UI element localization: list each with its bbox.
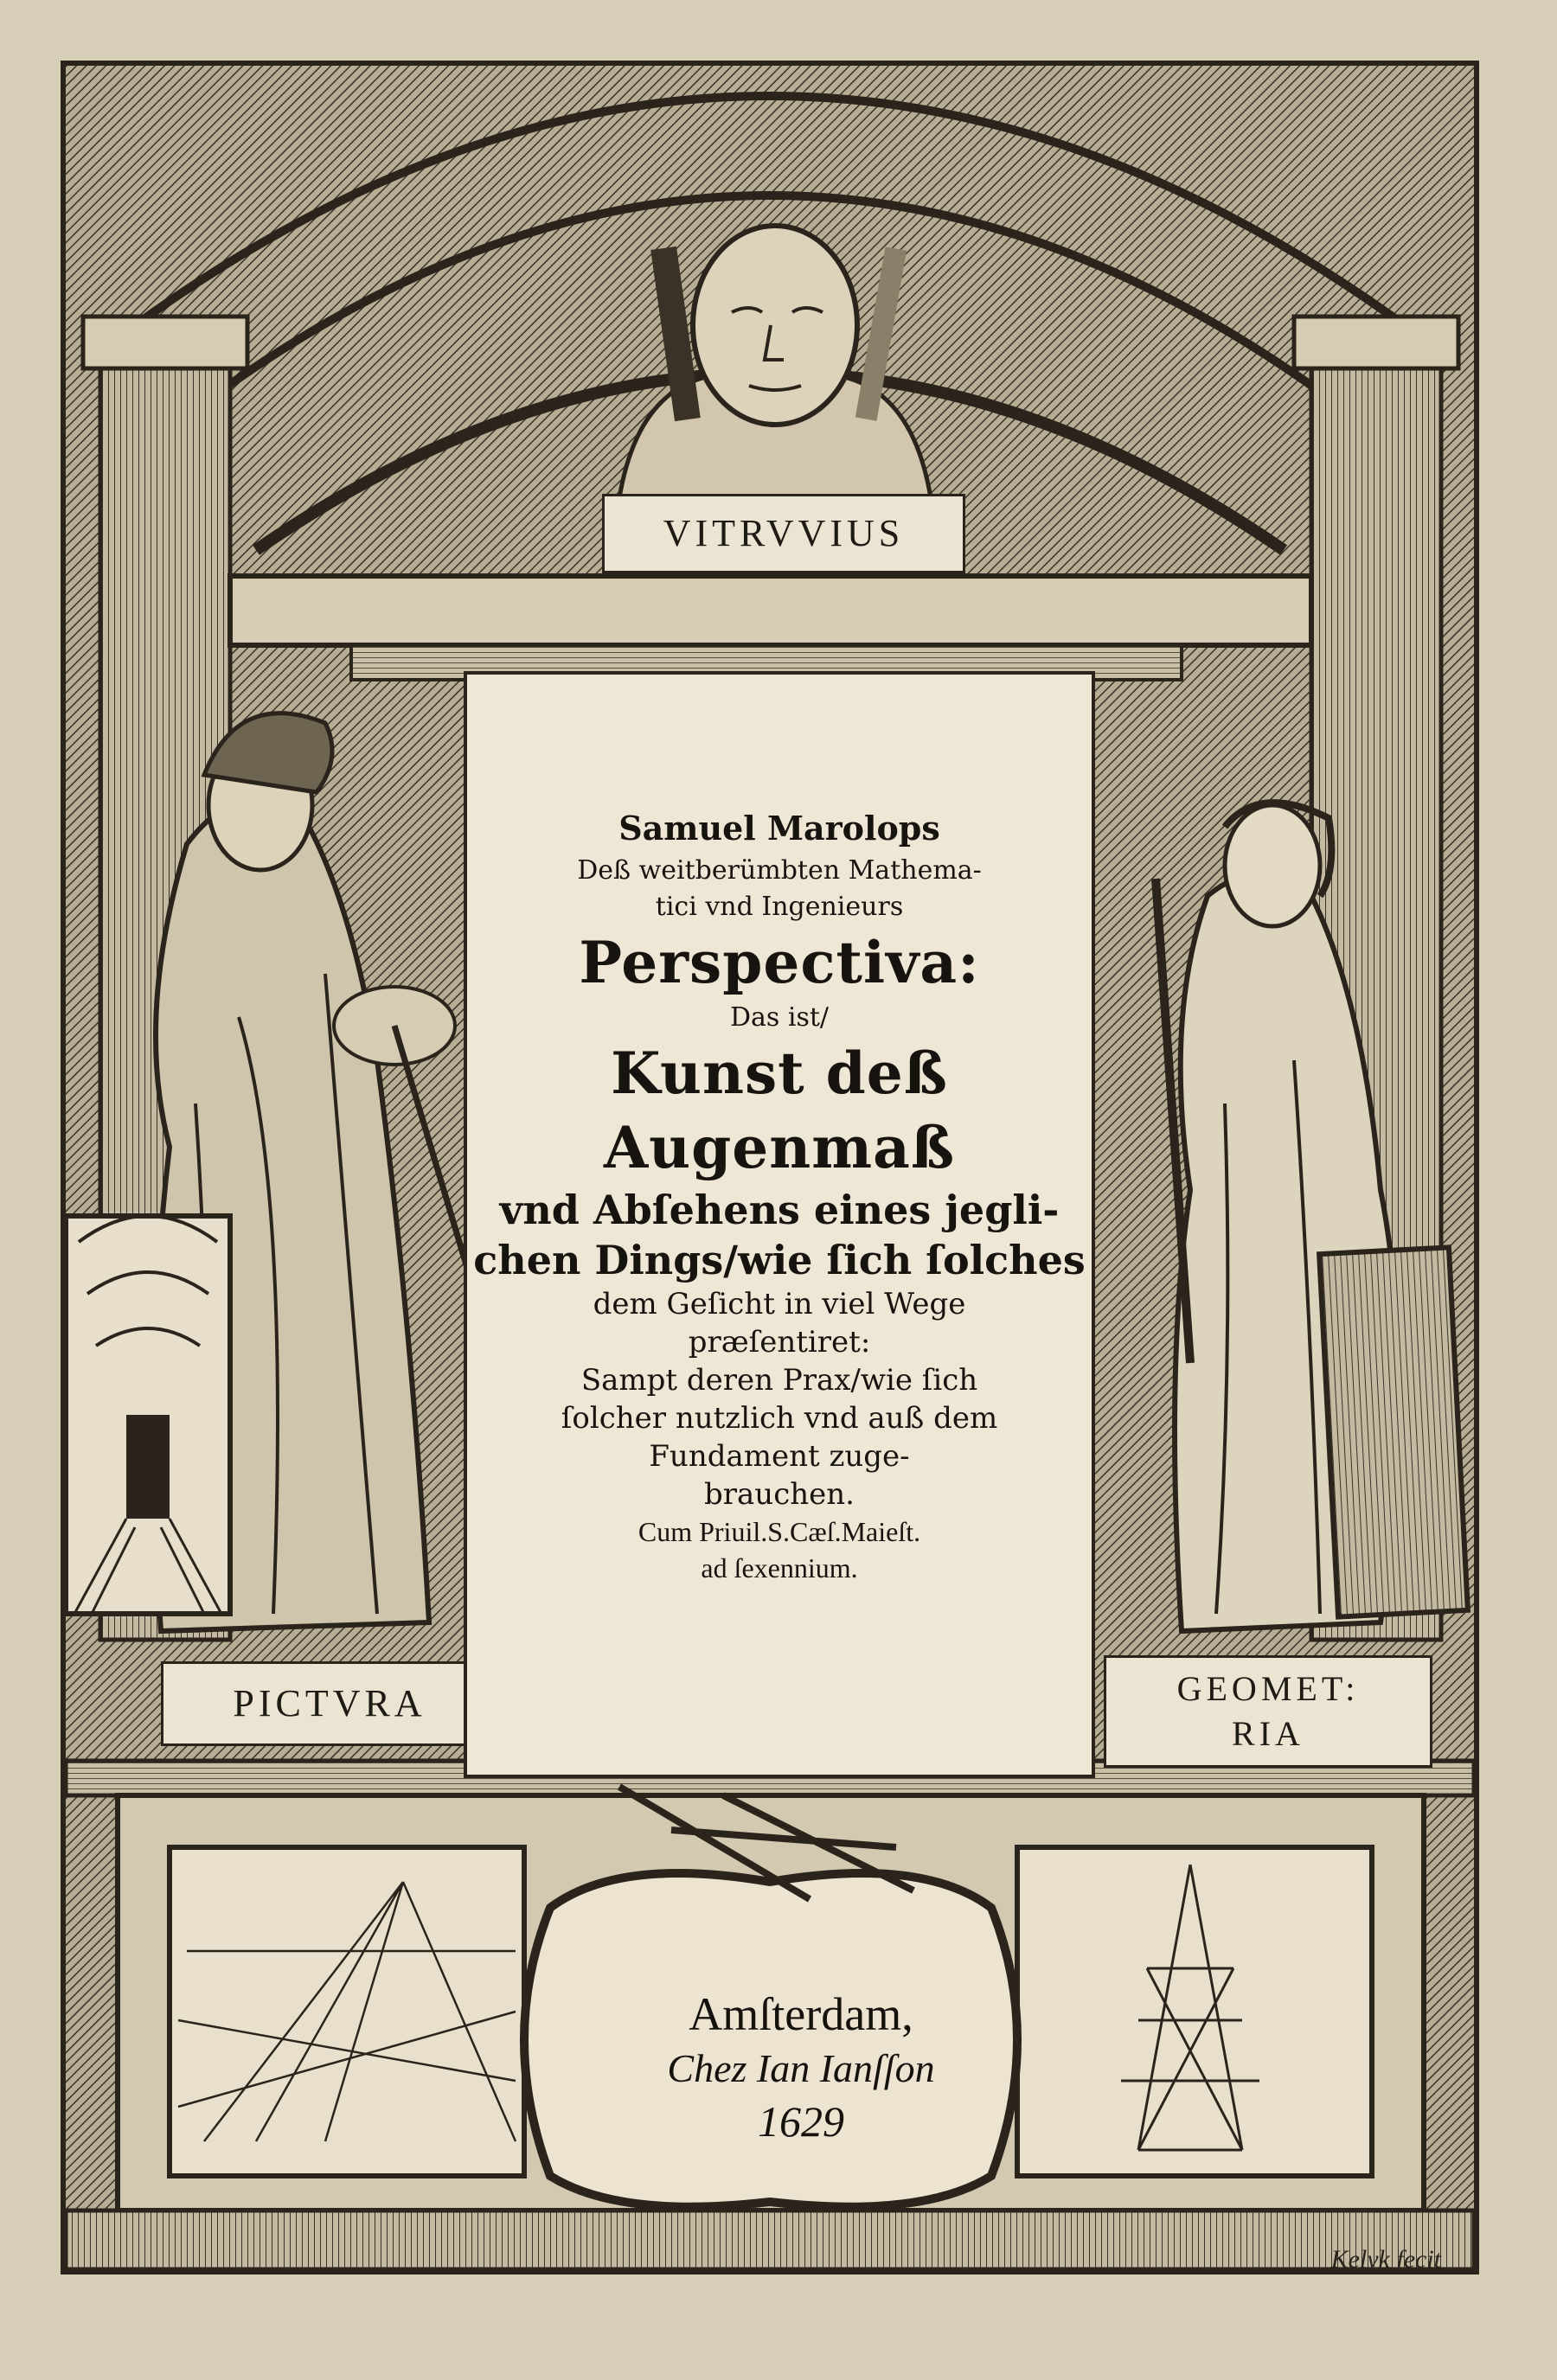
author-line: Samuel Marolops [618, 809, 940, 848]
drawing-board [1319, 1247, 1468, 1616]
imprint-publisher: Chez Ian Ianſſon [667, 2046, 935, 2090]
geometria-caption-line1: GEOMET: [1176, 1669, 1360, 1708]
engraver-signature: Kelyk fecit [1330, 2245, 1441, 2274]
perspective-diagram-left [170, 1847, 524, 2176]
geometria-caption [1104, 1655, 1432, 1768]
title-line-7: vnd Abſehens eines jegli- [499, 1187, 1060, 1233]
entablature [230, 576, 1311, 645]
perspective-diagram-right [1017, 1847, 1372, 2176]
title-line-14: brauchen. [704, 1477, 855, 1512]
title-line-9: dem Geſicht in viel Wege [593, 1287, 966, 1321]
right-capital [1294, 317, 1458, 368]
title-line-10: præſentiret: [688, 1325, 871, 1360]
title-line-3: tici vnd Ingenieurs [655, 892, 904, 922]
title-panel [464, 671, 1095, 1778]
pictura-caption: PICTVRA [161, 1661, 498, 1746]
main-title: Perspectiva: [579, 929, 980, 996]
privilege-term: ad ſexennium. [701, 1552, 858, 1583]
left-capital [83, 317, 247, 368]
privilege-line: Cum Priuil.S.Cæſ.Maieſt. [638, 1516, 921, 1547]
title-line-8: chen Dings/wie ſich ſolches [473, 1237, 1086, 1283]
subtitle-line: Kunst deß Augenmaß [603, 1040, 956, 1181]
imprint-city: Amſterdam, [689, 1988, 913, 2040]
title-line-2: Deß weitberümbten Mathema- [577, 855, 982, 886]
title-line-5: Das ist/ [729, 1002, 830, 1033]
title-line-11: Sampt deren Prax/wie ſich [580, 1363, 978, 1398]
engraved-frontispiece [61, 61, 1479, 2274]
geometria-caption-line2: RIA [1232, 1714, 1304, 1753]
vitruvius-caption: VITRVVIUS [602, 494, 965, 573]
imprint-year: 1629 [758, 2097, 844, 2146]
title-block [467, 809, 1092, 1586]
title-line-12: ſolcher nutzlich vnd auß dem [561, 1401, 998, 1436]
perspective-picture [66, 1216, 230, 1614]
title-line-13: Fundament zuge- [649, 1439, 910, 1474]
imprint-cartouche [576, 1986, 1026, 2148]
